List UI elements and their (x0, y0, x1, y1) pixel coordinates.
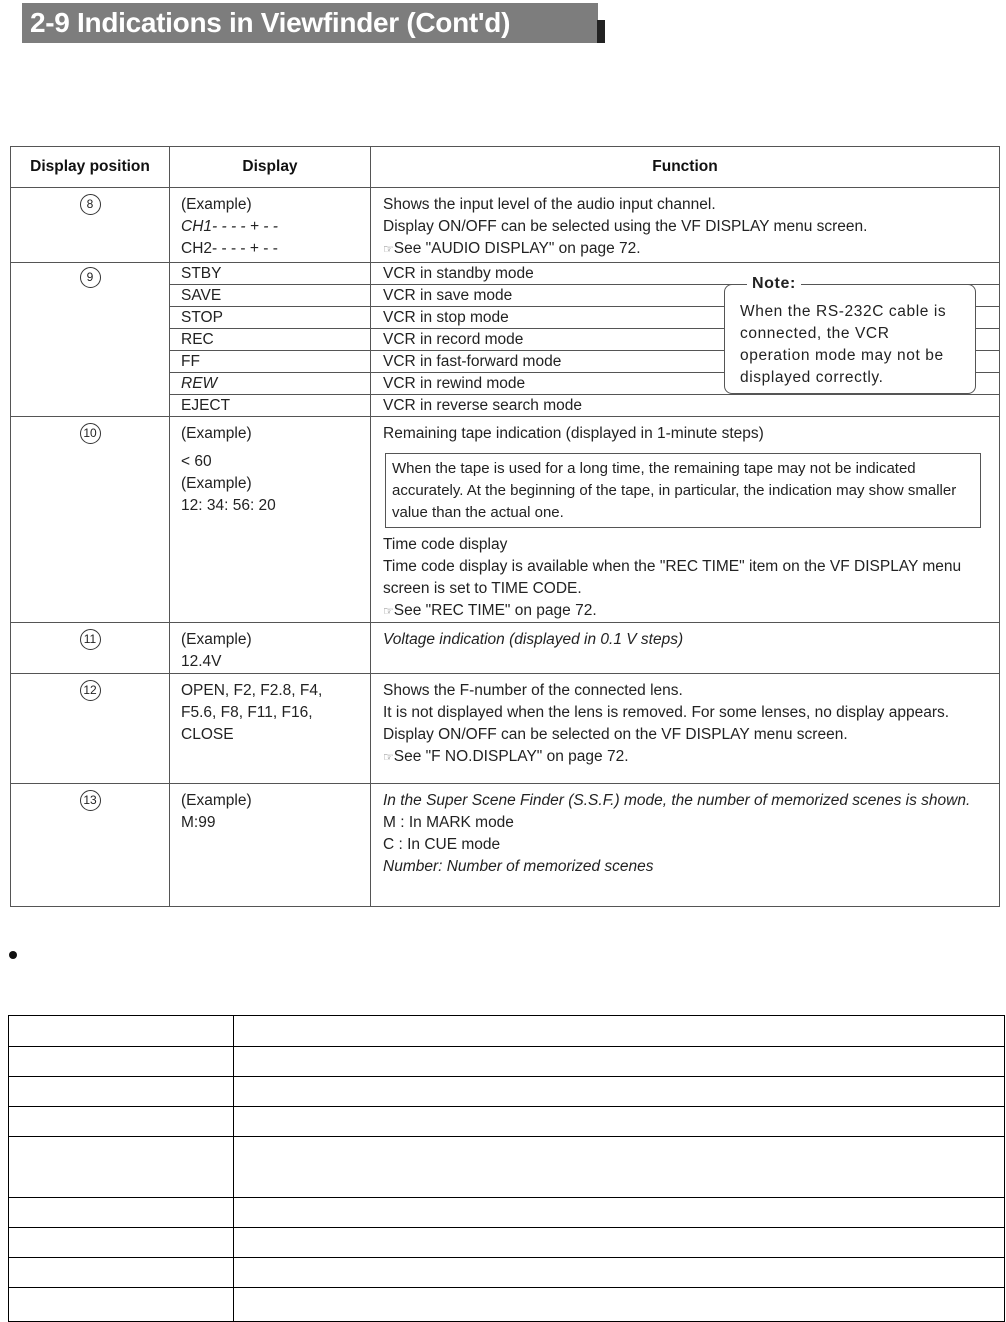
table-row (11, 263, 1000, 285)
mode-display: FF (170, 351, 371, 373)
note-title: Note: (747, 273, 801, 295)
position-cell (11, 417, 170, 623)
page-title: 2-9 Indications in Viewfinder (Cont'd) (22, 3, 598, 43)
mode-function: VCR in record mode (371, 329, 1000, 351)
position-number: 9 (80, 267, 101, 288)
display-cell (170, 188, 371, 263)
function-cell (371, 674, 1000, 784)
display-cell (170, 623, 371, 674)
display-line: CH1- - - - + - - (181, 218, 278, 235)
rs232c-note (724, 275, 976, 394)
display-line: (Example) (181, 425, 252, 442)
title-underline-mark (597, 20, 605, 43)
position-number: 10 (80, 423, 101, 444)
table-row (9, 1077, 1005, 1107)
function-line: Display ON/OFF can be selected using the VF DISPLAY menu screen. (383, 218, 868, 235)
position-cell (11, 263, 170, 417)
position-number: 13 (80, 790, 101, 811)
function-cell (371, 784, 1000, 907)
table-row (9, 1047, 1005, 1077)
position-number: 11 (80, 629, 101, 650)
note-text: When the RS-232C cable is connected, the VCR operation mode may not be displayed correctly. (740, 303, 947, 386)
display-cell (170, 417, 371, 623)
mode-function: VCR in fast-forward mode (371, 351, 1000, 373)
mode-display: REW (170, 373, 371, 395)
mode-display: SAVE (170, 285, 371, 307)
function-cell (371, 417, 1000, 623)
display-line: OPEN, F2, F2.8, F4, F5.6, F8, F11, F16, CLOSE (181, 682, 323, 743)
function-line: Number: Number of memorized scenes (383, 858, 654, 875)
function-line: Shows the F-number of the connected lens. (383, 682, 683, 699)
header-display: Display (170, 147, 371, 188)
function-line: Shows the input level of the audio input channel. (383, 196, 716, 213)
position-cell (11, 623, 170, 674)
mode-function: VCR in stop mode (371, 307, 1000, 329)
position-cell (11, 674, 170, 784)
function-line: Time code display is available when the "REC TIME" item on the VF DISPLAY menu screen is set to TIME CODE. (383, 558, 962, 597)
mode-function: VCR in standby mode (371, 263, 1000, 285)
display-line: M:99 (181, 814, 216, 831)
bullet-marker (9, 951, 17, 959)
display-line: (Example) (181, 792, 252, 809)
function-line: Time code display (383, 536, 508, 553)
position-number: 12 (80, 680, 101, 701)
empty-table (8, 1015, 1005, 1322)
table-row (11, 188, 1000, 263)
mode-display: EJECT (170, 395, 371, 417)
position-cell (11, 784, 170, 907)
page-reference: ☞ See "REC TIME" on page 72. (383, 600, 999, 622)
display-line: 12: 34: 56: 20 (181, 497, 276, 514)
table-row (9, 1016, 1005, 1047)
function-line: Remaining tape indication (displayed in 1-minute steps) (383, 425, 764, 442)
indications-table (10, 146, 1000, 907)
position-number: 8 (80, 194, 101, 215)
table-row (11, 674, 1000, 784)
mode-function: VCR in reverse search mode (371, 395, 1000, 417)
display-line: (Example) (181, 475, 252, 492)
table-row (9, 1107, 1005, 1137)
function-line: It is not displayed when the lens is removed. For some lenses, no display appears. (383, 704, 950, 721)
table-row (11, 417, 1000, 623)
position-cell (11, 188, 170, 263)
tape-accuracy-note: When the tape is used for a long time, the remaining tape may not be indicated accurately. At the beginning of the tape, in particular, the indication may show smaller value than the actual one. (385, 453, 981, 528)
function-line: M : In MARK mode (383, 814, 514, 831)
table-row (9, 1228, 1005, 1258)
display-line: CH2- - - - + - - (181, 240, 278, 257)
function-line: In the Super Scene Finder (S.S.F.) mode, the number of memorized scenes is shown. (383, 792, 971, 809)
function-line: C : In CUE mode (383, 836, 501, 853)
mode-function: VCR in save mode (371, 285, 1000, 307)
page-reference: ☞ See "F NO.DISPLAY" on page 72. (383, 746, 999, 768)
function-cell: Voltage indication (displayed in 0.1 V steps) (371, 623, 1000, 674)
mode-display: REC (170, 329, 371, 351)
header-function: Function (371, 147, 1000, 188)
table-row (9, 1258, 1005, 1288)
table-row (9, 1198, 1005, 1228)
mode-display: STOP (170, 307, 371, 329)
header-display-position: Display position (11, 147, 170, 188)
table-row (11, 784, 1000, 907)
table-header-row (11, 147, 1000, 188)
table-row (9, 1288, 1005, 1322)
display-line: < 60 (181, 453, 212, 470)
function-cell (371, 188, 1000, 263)
page-reference: ☞ See "AUDIO DISPLAY" on page 72. (383, 238, 999, 260)
display-line: 12.4V (181, 653, 222, 670)
display-cell (170, 674, 371, 784)
function-line: Display ON/OFF can be selected on the VF DISPLAY menu screen. (383, 726, 848, 743)
table-row (11, 623, 1000, 674)
display-line: (Example) (181, 196, 252, 213)
table-row (9, 1137, 1005, 1198)
mode-display: STBY (170, 263, 371, 285)
display-cell (170, 784, 371, 907)
mode-function: VCR in rewind mode (371, 373, 1000, 395)
display-line: (Example) (181, 631, 252, 648)
